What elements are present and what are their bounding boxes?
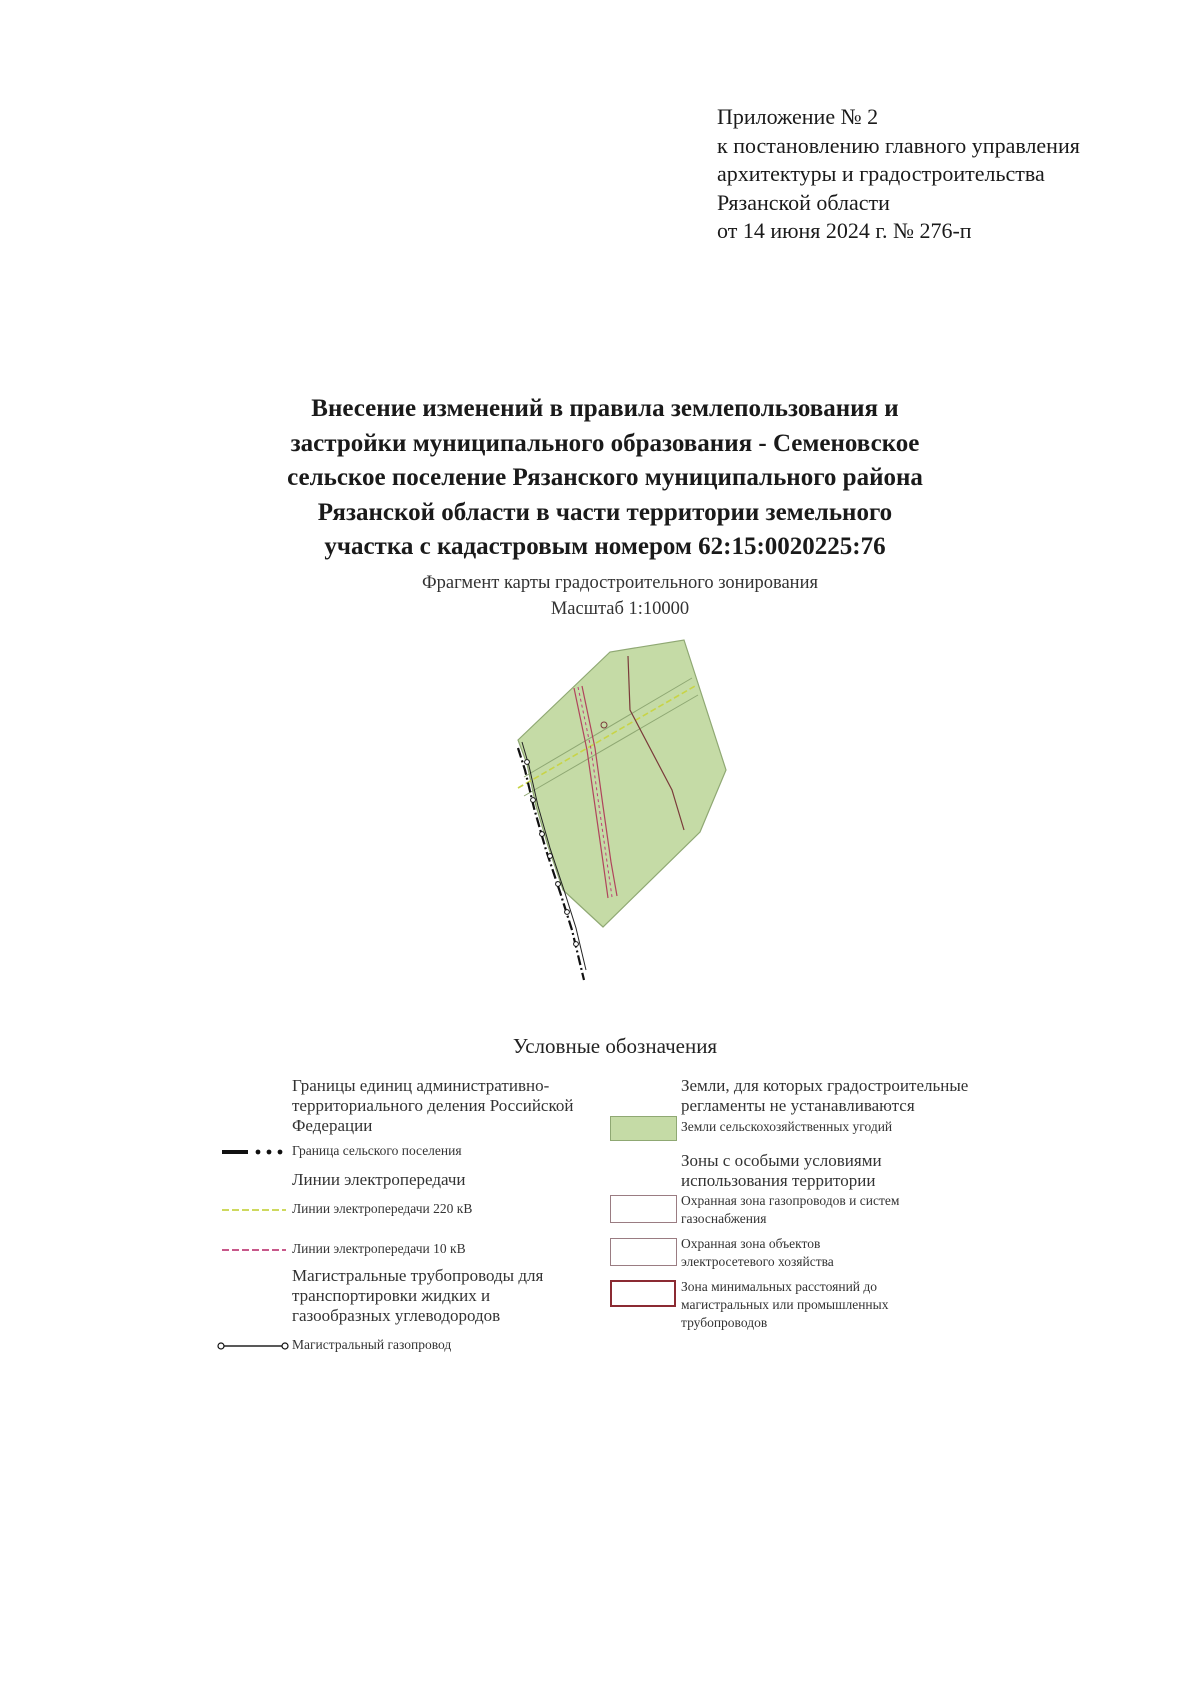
- map-scale: Масштаб 1:10000: [550, 599, 690, 619]
- appendix-line: архитектуры и градостроительства: [717, 161, 1045, 186]
- gas-main-symbol: [216, 1341, 290, 1351]
- map-subtitle: [330, 570, 910, 622]
- zoning-map-fragment: [500, 630, 740, 1030]
- appendix-line: Рязанской области: [717, 189, 890, 215]
- legend-power-zone: Охранная зона объектов электросетевого хозяйства: [681, 1236, 834, 1269]
- legend-pipeline-header: Магистральные трубопроводы для транспортировки жидких и газообразных углеводородов: [292, 1266, 544, 1325]
- title-line: застройки муниципального образования - Семеновское: [290, 429, 920, 457]
- legend-lands-header: Земли, для которых градостроительные регламенты не устанавливаются: [681, 1076, 969, 1115]
- legend-zones-header: Зоны с особыми условиями использования территории: [681, 1151, 882, 1190]
- title-line: Внесение изменений в правила землепользования и: [311, 395, 899, 422]
- document-title: [230, 392, 980, 565]
- pipeline-node: [525, 760, 530, 765]
- power-220-symbol: [220, 1206, 288, 1214]
- legend-power-10: Линии электропередачи 10 кВ: [292, 1241, 466, 1256]
- legend-power-header: Линии электропередачи: [292, 1170, 466, 1189]
- appendix-line: Приложение № 2: [717, 104, 879, 129]
- pipeline-node: [565, 910, 570, 915]
- appendix-header: [717, 103, 1080, 246]
- appendix-line: к постановлению главного управления: [717, 132, 1080, 158]
- title-line: участка с кадастровым номером 62:15:0020225:76: [324, 533, 886, 560]
- pipeline-min-zone-swatch: [610, 1280, 676, 1307]
- title-line: сельское поселение Рязанского муниципального района: [287, 464, 923, 491]
- legend-rural-boundary: Граница сельского поселения: [292, 1143, 462, 1158]
- legend-gas-main: Магистральный газопровод: [292, 1337, 452, 1352]
- legend-power-220: Линии электропередачи 220 кВ: [292, 1201, 473, 1216]
- pipeline-node: [531, 798, 536, 803]
- legend-gas-zone: Охранная зона газопроводов и систем газоснабжения: [681, 1193, 900, 1226]
- rural-boundary-symbol: [220, 1147, 288, 1157]
- power-10-symbol: [220, 1246, 288, 1254]
- gas-zone-swatch: [610, 1195, 677, 1223]
- pipeline-node: [556, 882, 561, 887]
- legend-agri-lands: Земли сельскохозяйственных угодий: [681, 1119, 893, 1134]
- power-zone-swatch: [610, 1238, 677, 1266]
- pipeline-node: [574, 942, 579, 947]
- agri-lands-swatch: [610, 1116, 677, 1141]
- legend-title: Условные обозначения: [512, 1034, 718, 1058]
- map-caption: Фрагмент карты градостроительного зонирования: [422, 573, 818, 593]
- appendix-line: от 14 июня 2024 г. № 276-п: [717, 218, 972, 243]
- pipeline-node: [540, 832, 545, 837]
- title-line: Рязанской области в части территории земельного: [317, 498, 893, 526]
- legend-pipeline-min-zone: Зона минимальных расстояний до магистральных или промышленных трубопроводов: [681, 1279, 889, 1330]
- pipeline-node: [548, 854, 553, 859]
- legend-admin-header: Границы единиц административно-территориального деления Российской Федерации: [292, 1076, 574, 1135]
- agricultural-land-parcel: [518, 640, 726, 927]
